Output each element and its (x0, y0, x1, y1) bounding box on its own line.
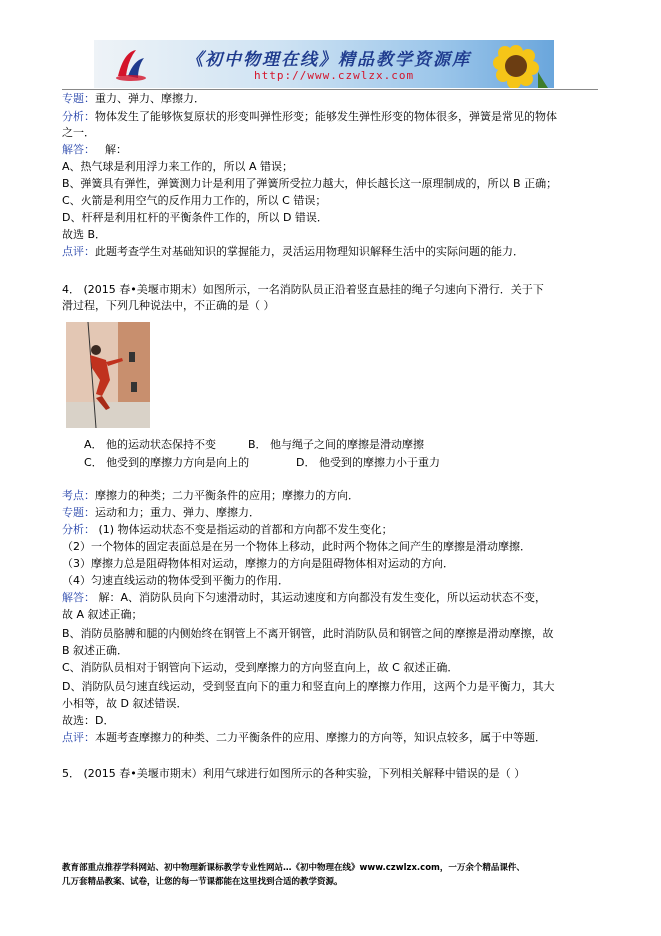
q4-choice: 故选：D． (62, 714, 115, 727)
q3-comment: 点评：此题考查学生对基础知识的掌握能力，灵活运用物理知识解释生活中的实际问题的能力． (62, 245, 524, 258)
q4-option-c: C． 他受到的摩擦力方向是向上的 (84, 456, 250, 469)
q4-analysis-4: （4）匀速直线运动的物体受到平衡力的作用． (62, 574, 289, 587)
q3-analysis-cont: 之一． (62, 126, 95, 139)
q4-analysis-3: （3）摩擦力总是阻碍物体相对运动，摩擦力的方向是阻碍物体相对运动的方向． (62, 557, 454, 570)
q4-option-a: A． 他的运动状态保持不变 (84, 438, 217, 451)
q4-answer-7: 小相等，故 D 叙述错误． (62, 697, 188, 710)
q5-stem: 5． (2015 春•美堰市期末）利用气球进行如图所示的各种实验，下列相关解释中错误的是（ ） (62, 767, 526, 780)
footer-line-1: 教育部重点推荐学科网站、初中物理新课标教学专业性网站…《初中物理在线》www.czwlzx.com，一万余个精品课件、 (62, 863, 525, 873)
firefighter-photo (66, 322, 150, 428)
q4-stem-line1: 4． (2015 春•美堰市期末）如图所示，一名消防队员正沿着竖直悬挂的绳子匀速向下滑行．关于下 (62, 283, 544, 296)
q3-topic: 专题：重力、弹力、摩擦力． (62, 92, 205, 105)
banner-title: 《初中物理在线》精品教学资源库 (186, 50, 471, 70)
footer-line-2: 几万套精品教案、试卷，让您的每一节课都能在这里找到合适的教学资源。 (62, 877, 343, 887)
q4-answer-2: 故 A 叙述正确； (62, 608, 143, 621)
q3-answer-d: D、杆秤是利用杠杆的平衡条件工作的，所以 D 错误． (62, 211, 328, 224)
q4-topic: 专题：运动和力；重力、弹力、摩擦力． (62, 506, 260, 519)
q4-answer: 解答： 解：A、消防队员向下匀速滑动时，其运动速度和方向都没有发生变化，所以运动状态不变， (62, 591, 547, 604)
q4-answer-4: B 叙述正确． (62, 644, 129, 657)
q4-option-d: D． 他受到的摩擦力小于重力 (296, 456, 440, 469)
q3-answer-c: C、火箭是利用空气的反作用力工作的，所以 C 错误； (62, 194, 327, 207)
q4-stem-line2: 滑过程，下列几种说法中，不正确的是（ ） (62, 299, 275, 312)
q4-comment: 点评：本题考查摩擦力的种类、二力平衡条件的应用、摩擦力的方向等，知识点较多，属于中等题． (62, 731, 546, 744)
q4-option-b: B． 他与绳子之间的摩擦是滑动摩擦 (248, 438, 425, 451)
q3-analysis: 分析：物体发生了能够恢复原状的形变叫弹性形变；能够发生弹性形变的物体很多，弹簧是常见的物体 (62, 110, 557, 123)
banner-url[interactable]: http://www.czwlzx.com (254, 69, 415, 82)
q4-analysis-2: （2）一个物体的固定表面总是在另一个物体上移动，此时两个物体之间产生的摩擦是滑动摩擦． (62, 540, 531, 553)
q4-answer-3: B、消防员胳膊和腿的内侧始终在钢管上不离开钢管，此时消防队员和钢管之间的摩擦是滑动摩擦，故 (62, 627, 554, 640)
q3-answer-a: A、热气球是利用浮力来工作的，所以 A 错误； (62, 160, 294, 173)
q4-answer-6: D、消防队员匀速直线运动，受到竖直向下的重力和竖直向上的摩擦力作用，这两个力是平衡力，其大 (62, 680, 555, 693)
q3-choice: 故选 B． (62, 228, 107, 241)
header-banner (94, 40, 554, 88)
sunflower-icon (478, 42, 548, 88)
q3-answer-head: 解答： 解： (62, 143, 127, 156)
site-logo-icon (114, 46, 148, 82)
q4-keypoint: 考点：摩擦力的种类；二力平衡条件的应用；摩擦力的方向． (62, 489, 359, 502)
q4-analysis: 分析： (1) 物体运动状态不变是指运动的首都和方向都不发生变化； (62, 523, 393, 536)
q4-answer-5: C、消防队员相对于钢管向下运动，受到摩擦力的方向竖直向上，故 C 叙述正确． (62, 661, 459, 674)
header-divider (62, 89, 598, 90)
q3-answer-b: B、弹簧具有弹性，弹簧测力计是利用了弹簧所受拉力越大，伸长越长这一原理制成的，所以 B 正确； (62, 177, 558, 190)
